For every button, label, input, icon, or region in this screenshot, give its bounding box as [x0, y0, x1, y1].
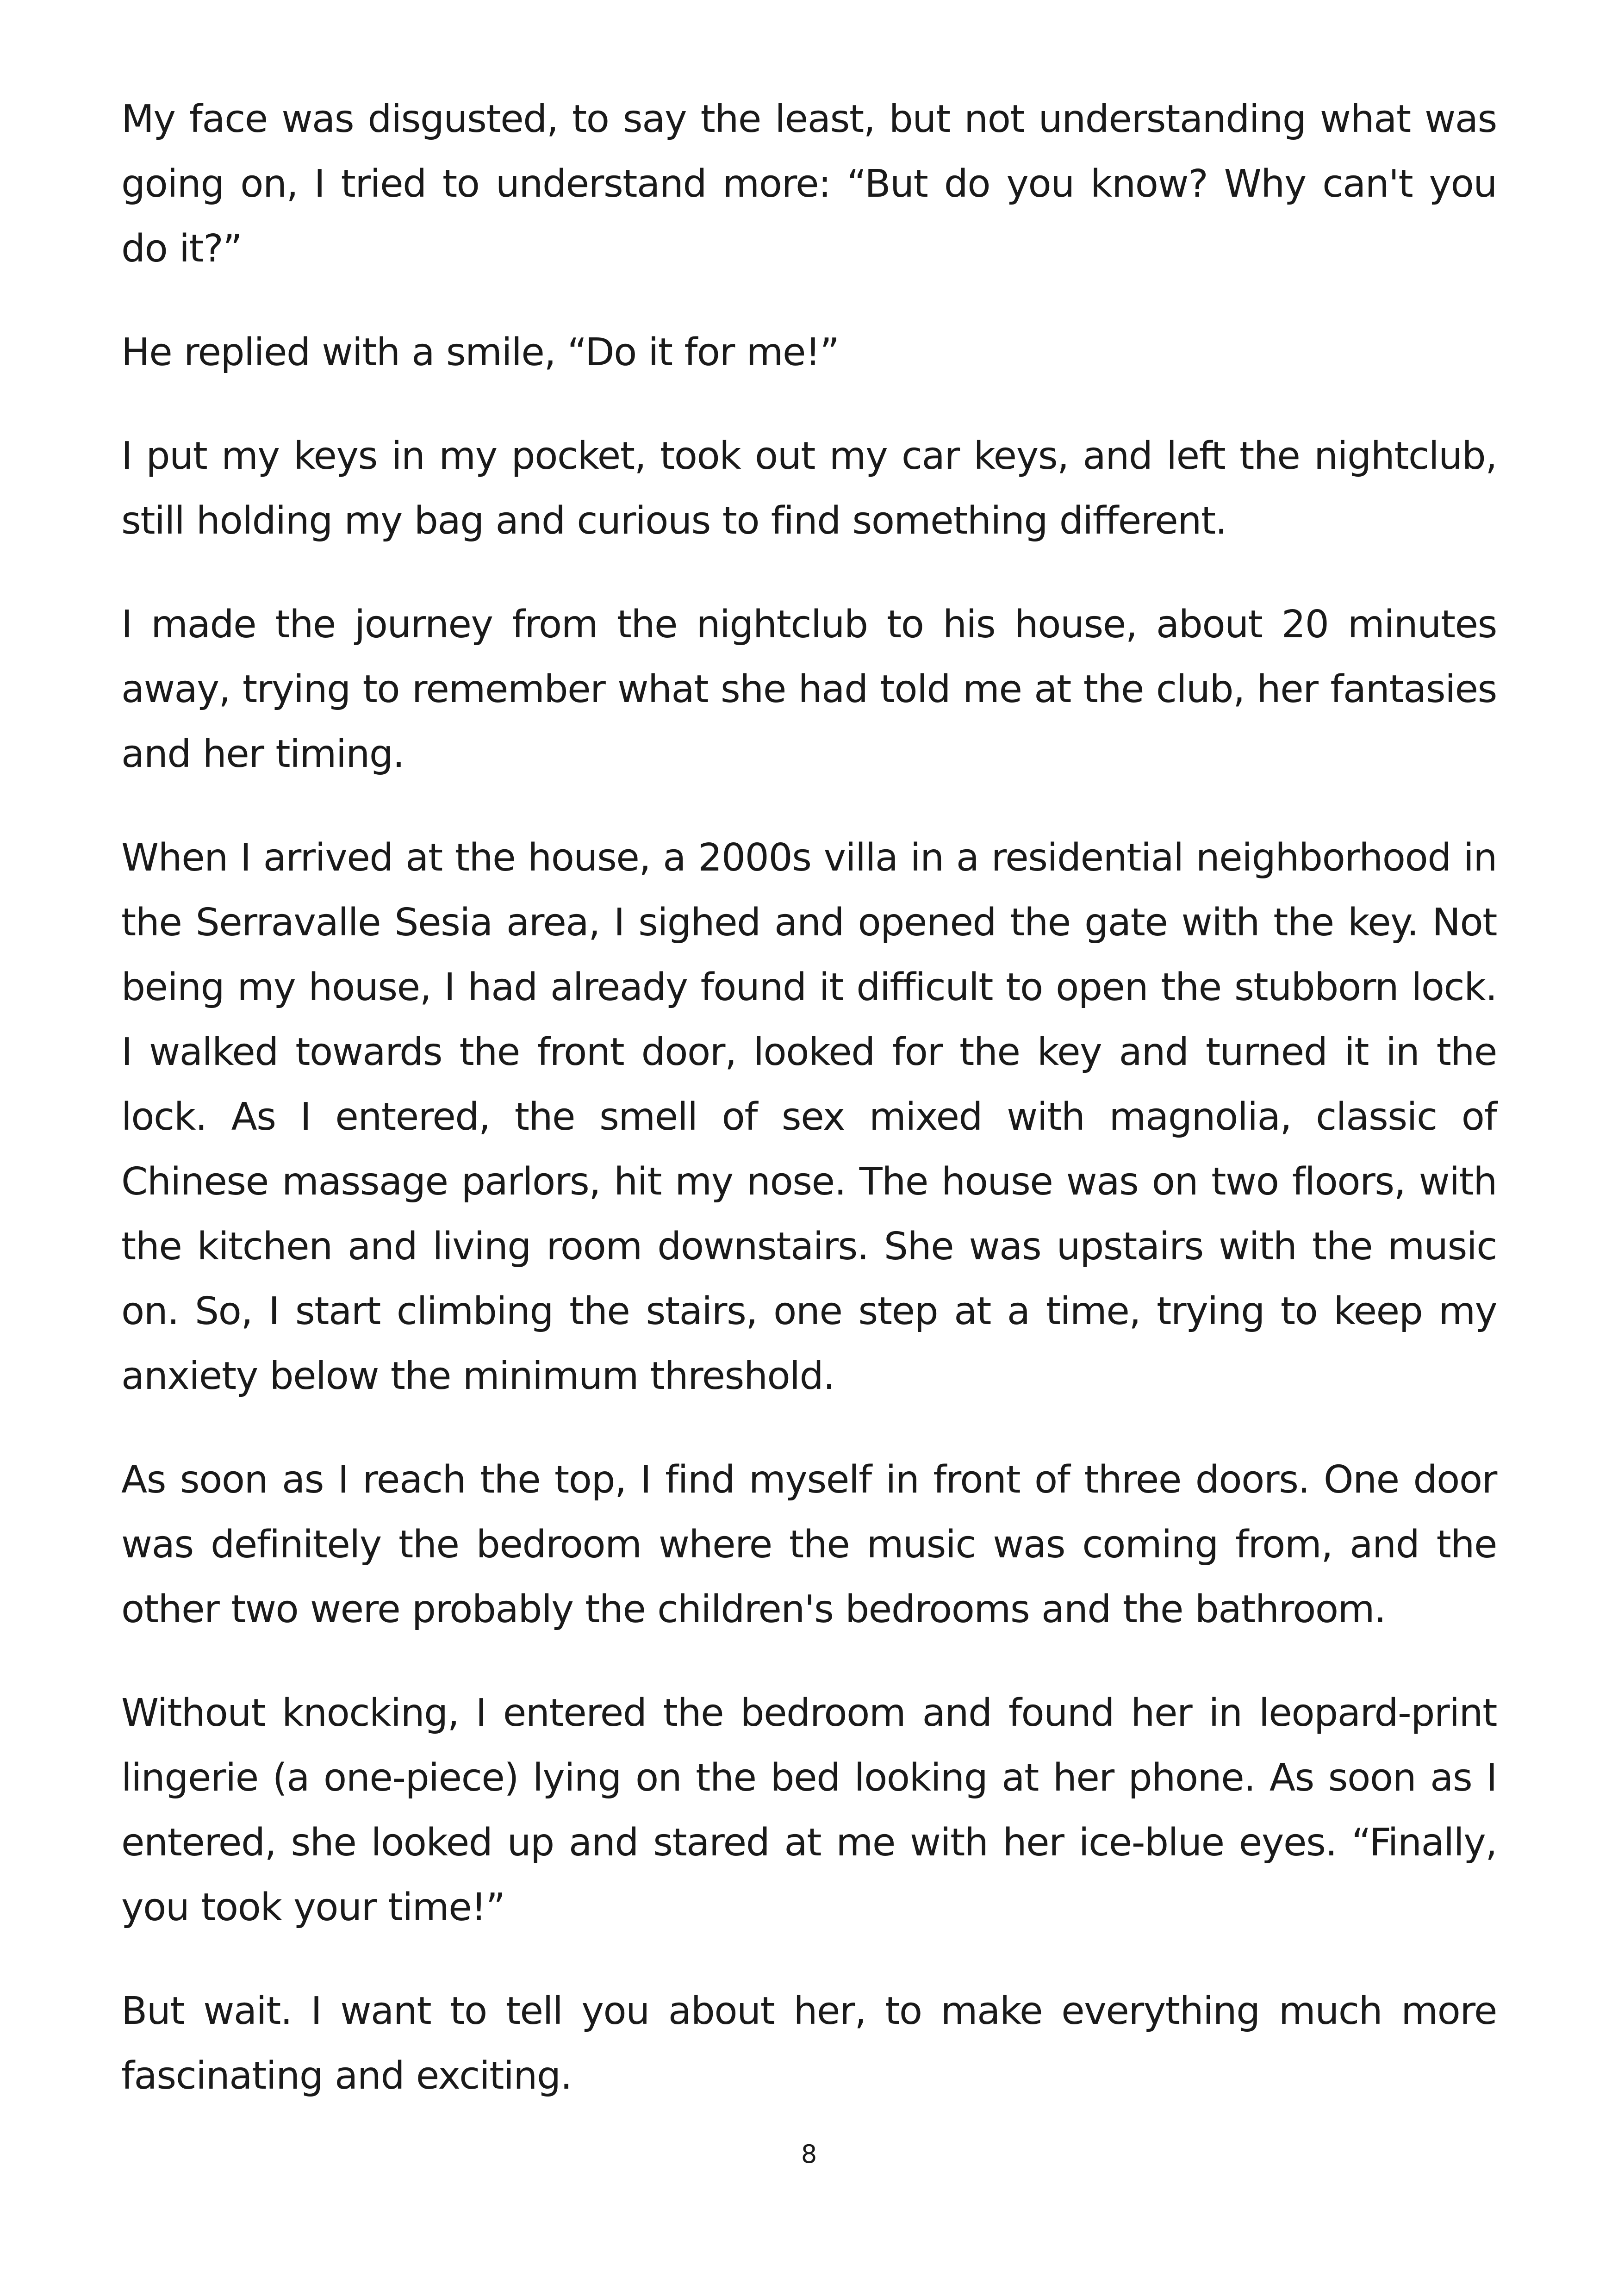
paragraph-6: As soon as I reach the top, I find myself in front of three doors. One door was definitely the bedroom where the music was coming from, and the other two were probably the children's bedrooms and the bathroom.	[121, 1458, 1497, 1631]
paragraph-5: When I arrived at the house, a 2000s villa in a residential neighborhood in the Serravalle Sesia area, I sighed and opened the gate with the key. Not being my house, I had already found it difficult to open the stubborn lock. I walked towards the front door, looked for the key and turned it in the lock. As I entered, the smell of sex mixed with magnolia, classic of Chinese massage parlors, hit my nose. The house was on two floors, with the kitchen and living room downstairs. She was upstairs with the music on. So, I start climbing the stairs, one step at a time, trying to keep my anxiety below the minimum threshold.	[121, 836, 1497, 1398]
body-text	[121, 87, 1497, 2147]
paragraph-3: I put my keys in my pocket, took out my car keys, and left the nightclub, still holding my bag and curious to find something different.	[121, 434, 1497, 543]
paragraph-2: He replied with a smile, “Do it for me!”	[121, 330, 839, 374]
paragraph-1: My face was disgusted, to say the least, but not understanding what was going on, I tried to understand more: “But do you know? Why can't you do it?”	[121, 97, 1497, 271]
paragraph-8: But wait. I want to tell you about her, to make everything much more fascinating and exciting.	[121, 1989, 1497, 2098]
paragraph-4: I made the journey from the nightclub to his house, about 20 minutes away, trying to remember what she had told me at the club, her fantasies and her timing.	[121, 603, 1497, 776]
page-number: 8	[801, 2140, 817, 2169]
paragraph-7: Without knocking, I entered the bedroom and found her in leopard-print lingerie (a one-piece) lying on the bed looking at her phone. As soon as I entered, she looked up and stared at me with her ice-blue eyes. “Finally, you took your time!”	[121, 1691, 1497, 1929]
